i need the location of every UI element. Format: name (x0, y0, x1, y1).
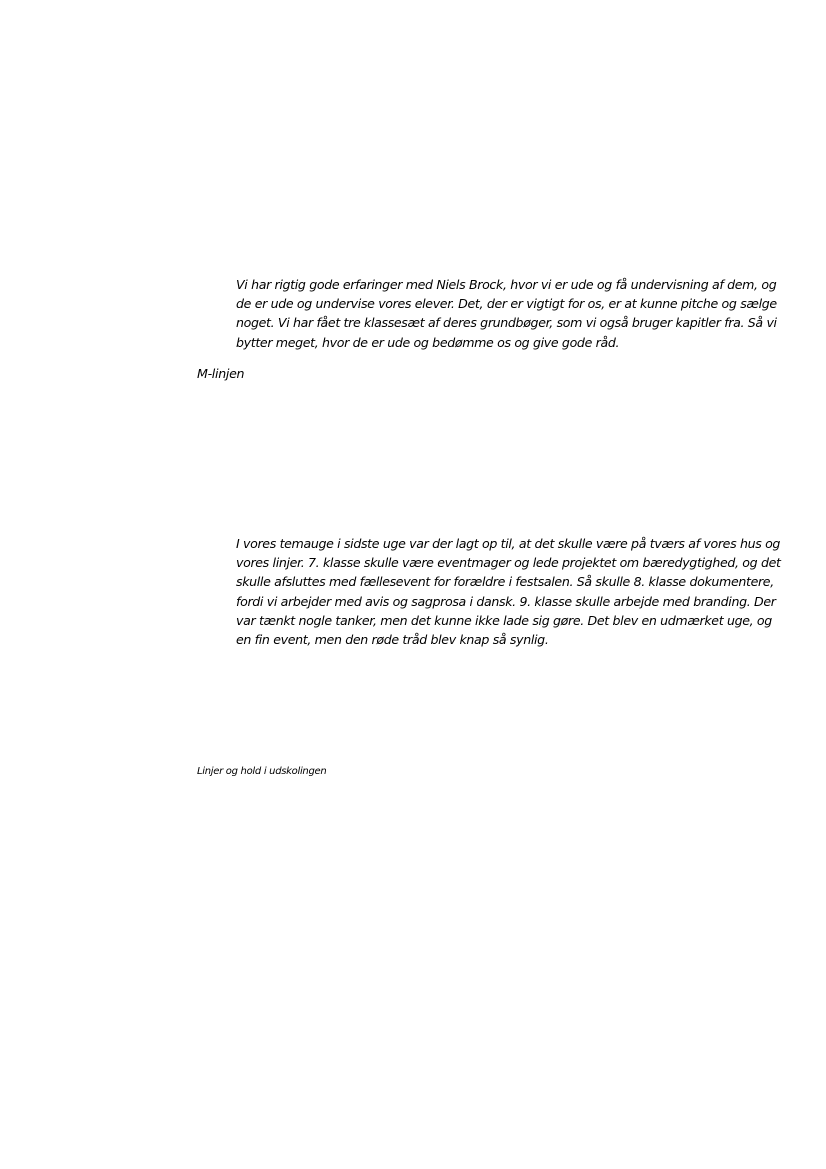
attribution-m-linjen: M-linjen (197, 366, 245, 381)
quote-temauge: I vores temauge i sidste uge var der lagt op til, at det skulle være på tværs af vores hus og vores linjer. 7. klasse skulle være eventmager og lede projektet om bæredygtighed, og det skulle afsluttes med fællesevent for forældre i festsalen. Så skulle 8. klasse dokumentere, fordi vi arbejder med avis og sagprosa i dansk. 9. klasse skulle arbejde med branding. Der var tænkt nogle tanker, men det kunne ikke lade sig gøre. Det blev en udmærket uge, og en fin event, men den røde tråd blev knap så synlig. (236, 536, 781, 648)
quote-niels-brock: Vi har rigtig gode erfaringer med Niels Brock, hvor vi er ude og få undervisning af dem, og de er ude og undervise vores elever. Det, der er vigtigt for os, er at kunne pitche og sælge noget. Vi har fået tre klassesæt af deres grundbøger, som vi også bruger kapitler fra. Så vi bytter meget, hvor de er ude og bedømme os og give gode råd. (236, 277, 777, 350)
section-caption: Linjer og hold i udskolingen (197, 766, 327, 777)
